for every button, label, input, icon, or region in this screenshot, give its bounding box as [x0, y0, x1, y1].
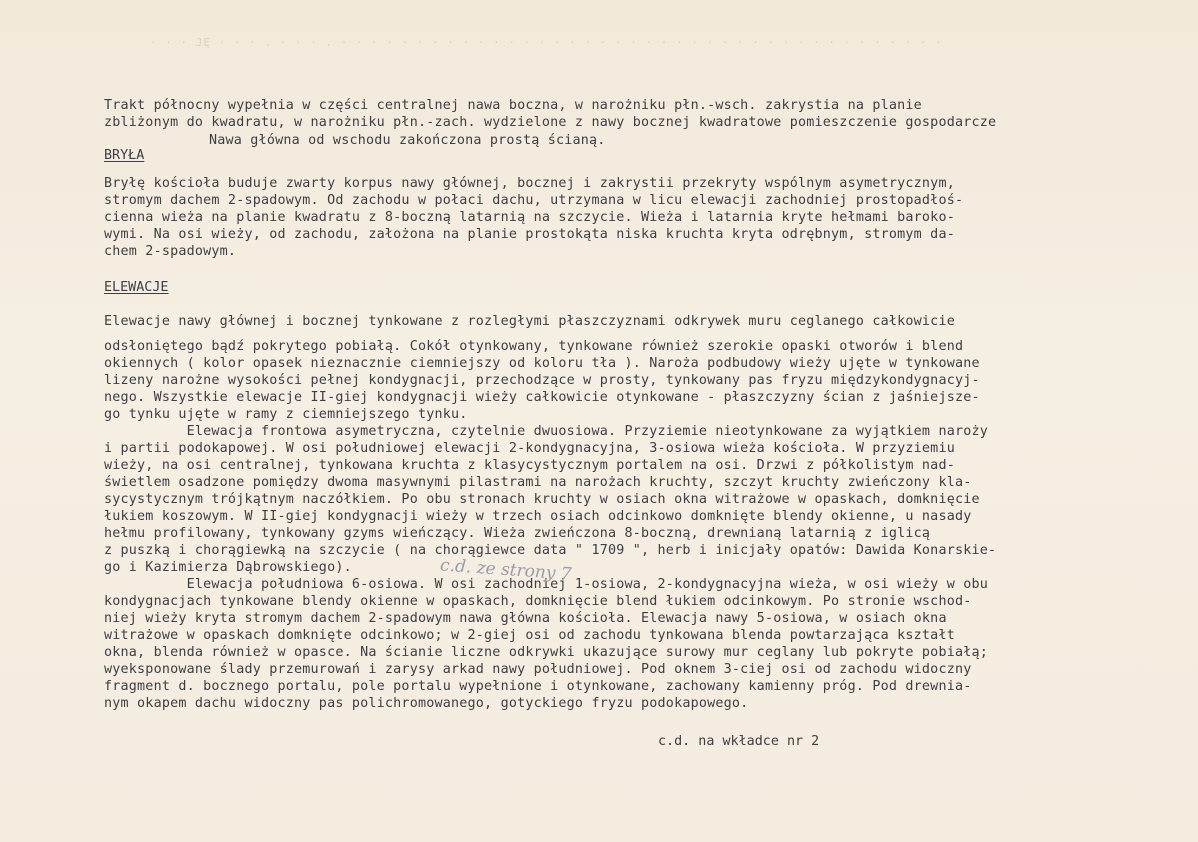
elewacje-line-10: świetlem osadzone pomiędzy dwoma masywnymi pilastrami na narożach kruchty, szczyt kruchty zwieńczony kla-	[104, 475, 972, 490]
elewacje-line-23: nym okapem dachu widoczny pas polichromowanego, gotyckiego fryzu podokapowego.	[104, 696, 749, 711]
elewacje-line-19: witrażowe w opaskach domknięte odcinkowo; w 2-giej osi od zachodu tynkowana blenda powtarzająca kształt	[104, 628, 955, 643]
elewacje-line-2: odsłoniętego bądź pokrytego pobiałą. Cokół otynkowany, tynkowane również szerokie opaski otworów i blend	[104, 339, 964, 354]
elewacje-line-1: Elewacje nawy głównej i bocznej tynkowane z rozległymi płaszczyznami odkrywek muru ceglanego całkowicie	[104, 314, 955, 329]
bleed-through-text: · · · JĘ · · · . · · · . · · · · · · · · · · · · · · · · · · · · · · · · · · · · · · · · · · · · · · · ·	[150, 36, 943, 49]
continuation-note: c.d. na wkładce nr 2	[658, 734, 820, 749]
section-heading-bryla: BRYŁA	[104, 148, 145, 163]
intro-line-1: Trakt północny wypełnia w części centralnej nawa boczna, w narożniku płn.-wsch. zakrystia na planie	[104, 98, 922, 113]
elewacje-line-8: i partii podokapowej. W osi południowej elewacji 2-kondygnacyjna, 3-osiowa wieża kościoła. W przyziemiu	[104, 441, 955, 456]
elewacje-line-16: Elewacja południowa 6-osiowa. W osi zachodniej 1-osiowa, 2-kondygnacyjna wieża, w osi wieży w obu	[104, 577, 989, 592]
intro-line-2: zbliżonym do kwadratu, w narożniku płn.-zach. wydzielone z nawy bocznej kwadratowe pomieszczenie gospodarcze	[104, 115, 997, 130]
elewacje-line-21: wyeksponowane ślady przemurowań i zarysy arkad nawy południowej. Pod oknem 3-ciej osi od zachodu widoczny	[104, 662, 972, 677]
bryla-line-4: wymi. Na osi wieży, od zachodu, założona na planie prostokąta niska kruchta kryta odrębnym, stromym da-	[104, 227, 955, 242]
elewacje-line-7: Elewacja frontowa asymetryczna, czytelnie dwuosiowa. Przyziemie nieotynkowane za wyjątkiem naroży	[104, 424, 989, 439]
handwritten-annotation: c.d. ze strony 7	[439, 555, 573, 585]
elewacje-line-9: wieży, na osi centralnej, tynkowana kruchta z klasycystycznym portalem na osi. Drzwi z półkolistym nad-	[104, 458, 955, 473]
elewacje-line-5: nego. Wszystkie elewacje II-giej kondygnacji wieży całkowicie otynkowane - płaszczyzny ścian z jaśniejsze-	[104, 390, 980, 405]
elewacje-line-14: z puszką i chorągiewką na szczycie ( na chorągiewce data " 1709 ", herb i inicjały opatów: Dawida Konarskie-	[104, 543, 997, 558]
elewacje-line-13: hełmu profilowany, tynkowany gzyms wieńczący. Wieża zwieńczona 8-boczną, drewnianą latarnią z iglicą	[104, 526, 931, 541]
section-heading-elewacje: ELEWACJE	[104, 280, 169, 295]
bryla-line-2: stromym dachem 2-spadowym. Od zachodu w połaci dachu, utrzymana w licu elewacji zachodniej prostopadłoś-	[104, 193, 964, 208]
elewacje-line-15: go i Kazimierza Dąbrowskiego).	[104, 560, 352, 575]
elewacje-line-18: niej wieży kryta stromym dachem 2-spadowym nawa główna kościoła. Elewacja nawy 5-osiowa, w osiach okna	[104, 611, 947, 626]
elewacje-line-20: okna, blenda również w opasce. Na ścianie liczne odkrywki ukazujące surowy mur ceglany lub pokryte pobiałą;	[104, 645, 989, 660]
elewacje-line-11: sycystycznym trójkątnym naczółkiem. Po obu stronach kruchty w osiach okna witrażowe w opaskach, domknięcie	[104, 492, 980, 507]
elewacje-line-6: go tynku ujęte w ramy z ciemniejszego tynku.	[104, 407, 468, 422]
bryla-line-3: cienna wieża na planie kwadratu z 8-boczną latarnią na szczycie. Wieża i latarnia kryte hełmami baroko-	[104, 210, 955, 225]
elewacje-line-4: lizeny narożne wysokości pełnej kondygnacji, przechodzące w prosty, tynkowany pas fryzu międzykondygnacyj-	[104, 373, 980, 388]
elewacje-line-22: fragment d. bocznego portalu, pole portalu wypełnione i otynkowane, zachowany kamienny próg. Pod drewnia-	[104, 679, 972, 694]
bryla-line-5: chem 2-spadowym.	[104, 244, 237, 259]
elewacje-line-12: łukiem koszowym. W II-giej kondygnacji wieży w trzech osiach odcinkowo domknięte blendy okienne, u nasady	[104, 509, 972, 524]
elewacje-line-17: kondygnacjach tynkowane blendy okienne w opaskach, domknięcie blend łukiem odcinkowym. Po stronie wschod-	[104, 594, 972, 609]
intro-insert-line: Nawa główna od wschodu zakończona prostą ścianą.	[209, 133, 606, 148]
elewacje-line-3: okiennych ( kolor opasek nieznacznie ciemniejszy od koloru tła ). Naroża podbudowy wieży ujęte w tynkowane	[104, 356, 980, 371]
bryla-line-1: Bryłę kościoła buduje zwarty korpus nawy głównej, bocznej i zakrystii przekryty wspólnym asymetrycznym,	[104, 176, 955, 191]
